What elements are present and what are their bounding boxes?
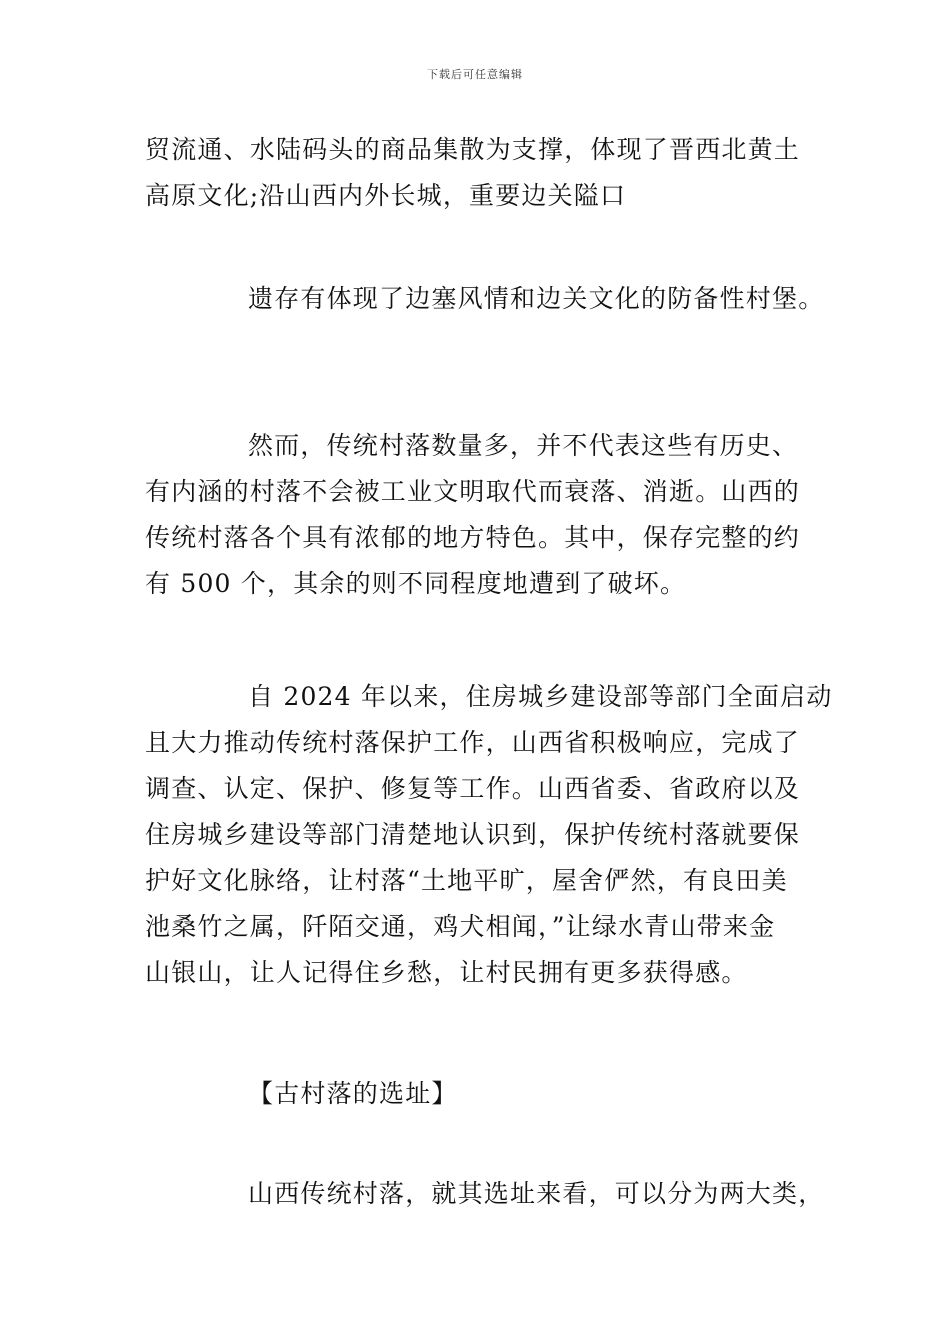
text-line: 调查、认定、保护、修复等工作。山西省委、省政府以及 [145, 774, 801, 803]
text-line: 贸流通、水陆码头的商品集散为支撑，体现了晋西北黄土 [145, 135, 801, 164]
paragraph-4 [145, 674, 835, 996]
paragraph-3 [145, 423, 835, 607]
text-line: 且大力推动传统村落保护工作，山西省积极响应，完成了 [145, 728, 801, 757]
text-line: 山银山，让人记得住乡愁，让村民拥有更多获得感。 [145, 958, 748, 987]
header-note: 下载后可任意编辑 [427, 68, 523, 81]
text-line: 池桑竹之属，阡陌交通，鸡犬相闻，”让绿水青山带来金 [145, 912, 776, 941]
paragraph-2 [145, 276, 835, 322]
text-line: 住房城乡建设等部门清楚地认识到，保护传统村落就要保 [145, 820, 801, 849]
text-line: 传统村落各个具有浓郁的地方特色。其中，保存完整的约 [145, 523, 801, 552]
text-line: 遗存有体现了边塞风情和边关文化的防备性村堡。 [248, 284, 825, 313]
text-line: 自 2024 年以来，住房城乡建设部等部门全面启动 [248, 682, 833, 711]
text-line: 山西传统村落，就其选址来看，可以分为两大类， [248, 1179, 825, 1208]
text-line: 护好文化脉络，让村落“土地平旷，屋舍俨然，有良田美 [145, 866, 788, 895]
text-line: 有内涵的村落不会被工业文明取代而衰落、消逝。山西的 [145, 477, 801, 506]
paragraph-5 [145, 1171, 835, 1217]
section-heading [145, 1071, 835, 1117]
paragraph-1 [145, 127, 835, 219]
text-line: 【古村落的选址】 [248, 1079, 458, 1108]
text-line: 有 500 个，其余的则不同程度地遭到了破坏。 [145, 569, 687, 598]
text-line: 高原文化;沿山西内外长城，重要边关隘口 [145, 181, 627, 210]
text-line: 然而，传统村落数量多，并不代表这些有历史、 [248, 431, 799, 460]
